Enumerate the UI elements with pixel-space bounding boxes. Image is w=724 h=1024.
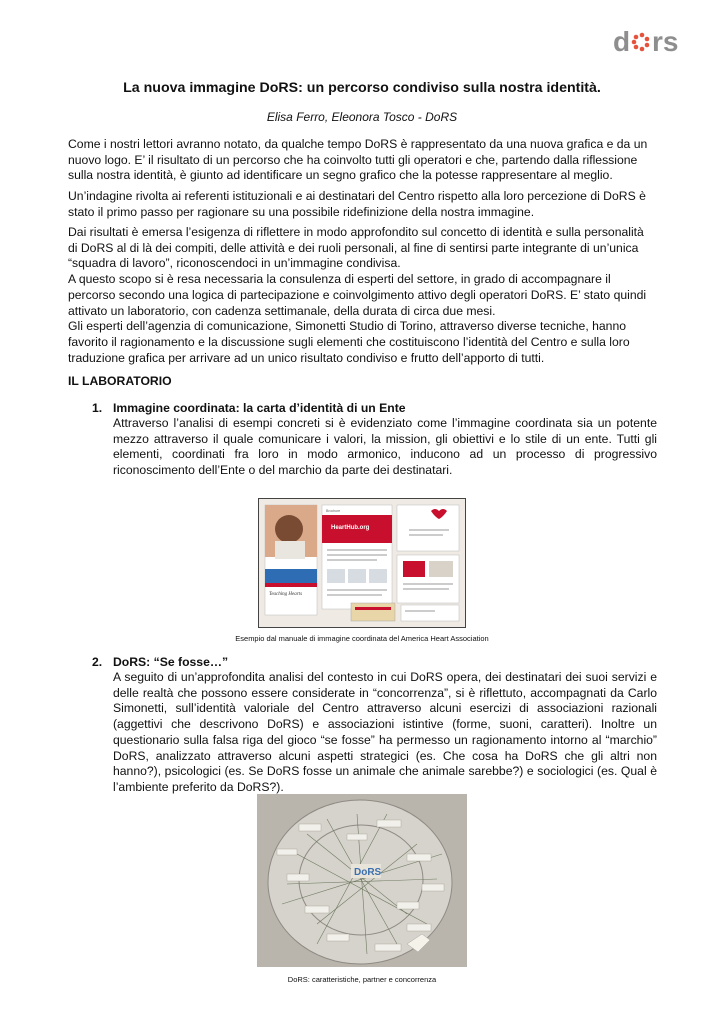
figure1-site-label: HeartHub.org	[331, 525, 370, 531]
figure-aha-manual	[258, 498, 466, 628]
list-number: 1.	[92, 401, 103, 415]
figure2-caption: DoRS: caratteristiche, partner e concorrenza	[287, 975, 437, 984]
list-number: 2.	[92, 655, 103, 669]
text-line: attivato un laboratorio, con cadenza settimanale, della durata di circa due mesi.	[68, 303, 496, 318]
text-line: A seguito di un’approfondita analisi del contesto in cui DoRS opera, dei destinatari dei suoi servizi e	[113, 670, 657, 684]
list-item-heading-1	[92, 401, 406, 415]
text-line: delle realtà che possono essere considerate in “concorrenza”, si è riflettuto, accompagnati da Carlo	[113, 685, 657, 700]
section-heading: IL LABORATORIO	[68, 374, 172, 388]
figure-workshop-photo	[257, 794, 467, 967]
svg-text:d: d	[613, 26, 631, 56]
list-item-heading-2	[92, 655, 228, 669]
text-line: questionario sulla falsa riga del gioco “se fosse” ha permesso un ragionamento intorno al “marchio”	[113, 732, 657, 747]
text-line: Come i nostri lettori avranno notato, da qualche tempo DoRS è rappresentato da una nuova grafica e da un	[68, 137, 648, 151]
text-line: Un’indagine rivolta ai referenti istituzionali e ai destinatari del Centro rispetto alla loro percezione di DoRS è	[68, 189, 646, 203]
dors-logo-mark	[613, 26, 689, 56]
text-line: riconoscimento dell’Ente o del marchio da parte dei destinatari.	[113, 463, 453, 478]
aha-manual-image	[259, 499, 465, 627]
text-line: traduzione grafica per arrivare ad un unico risultato condiviso e frutto dell’apporto di tutti.	[68, 350, 545, 365]
list-item-body-1	[113, 416, 657, 479]
figure1-tagline: Teaching Hearts	[269, 592, 303, 597]
dors-logo	[613, 26, 689, 56]
list-heading-text: Immagine coordinata: la carta d’identità di un Ente	[113, 401, 406, 415]
text-line: l’ambiente preferito da DoRS?).	[113, 779, 284, 794]
text-line: Dai risultati è emersa l’esigenza di riflettere in modo approfondito sul concetto di identità e sulla personalità	[68, 225, 644, 239]
text-line: Simonetti, sull’identità valoriale del Centro attraverso alcuni esercizi di associazioni razionali	[113, 701, 657, 716]
workshop-diagram-photo	[257, 794, 467, 967]
intro-paragraph-2	[68, 189, 658, 220]
list-heading-text: DoRS: “Se fosse…”	[113, 655, 229, 669]
text-line: DoRS, analizzato attraverso alcuni aspetti strategici (es. Che cosa ha DoRS che gli altri non	[113, 748, 657, 763]
figure1-brochure-label: Brochure	[326, 509, 341, 513]
text-line: sulla nostra identità, è giunto ad identificare un segno grafico che la potesse rappresentare al meglio.	[68, 168, 613, 183]
text-line: Gli esperti dell’agenzia di comunicazione, Simonetti Studio di Torino, attraverso diverse tecniche, hanno	[68, 319, 626, 334]
authors-line: Elisa Ferro, Eleonora Tosco - DoRS	[266, 110, 458, 124]
text-line: mezzo attraverso il quale comunicare i valori, la mission, gli obiettivi e lo stile di un ente. Tutti gli	[113, 431, 657, 446]
text-line: (aggettivi che descrivono DoRS) e associazioni istintive (forme, suoni, caratteri). Inoltre un	[113, 717, 657, 732]
text-line: hanno?), psicologici (es. Se DoRS fosse un animale che animale sarebbe?) e sociologici (es. Qual è	[113, 764, 657, 779]
text-line: elementi, coordinati fra loro in modo armonico, inducono ad un processo di progressivo	[113, 447, 657, 462]
text-line: A questo scopo si è resa necessaria la consulenza di esperti del settore, in grado di accompagnare il	[68, 272, 611, 287]
svg-text:rs: rs	[652, 26, 679, 56]
intro-paragraph-1	[68, 137, 658, 184]
figure2-center-word: DoRS	[354, 867, 382, 878]
list-item-body-2	[113, 670, 657, 796]
text-line: “squadra di lavoro”, riconoscendoci in un’immagine condivisa.	[68, 256, 401, 271]
text-line: favorito il ragionamento e la discussione sugli elementi che costituiscono l’identità del Centro e sulla loro	[68, 334, 630, 349]
text-line: di DoRS al di là dei compiti, delle attività e dei ruoli personali, al fine di sentirsi parte integrante di un’unica	[68, 240, 639, 255]
page-title: La nuova immagine DoRS: un percorso condiviso sulla nostra identità.	[123, 80, 601, 96]
text-line: nuovo logo. E’ il risultato di un percorso che ha coinvolto tutti gli operatori e che, partendo dalla riflessione	[68, 152, 638, 167]
text-line: percorso secondo una logica di partecipazione e coinvolgimento attivo degli operatori DoRS. E’ stato quindi	[68, 287, 647, 302]
text-line: stato il primo passo per ragionare su una possibile ridefinizione della nostra immagine.	[68, 204, 535, 219]
intro-paragraph-3	[68, 225, 658, 366]
logo-dots-icon	[632, 33, 650, 52]
figure1-caption: Esempio dal manuale di immagine coordinata del America Heart Association	[235, 634, 489, 643]
text-line: Attraverso l’analisi di esempi concreti si è evidenziato come l’immagine coordinata sia un potente	[113, 416, 657, 430]
